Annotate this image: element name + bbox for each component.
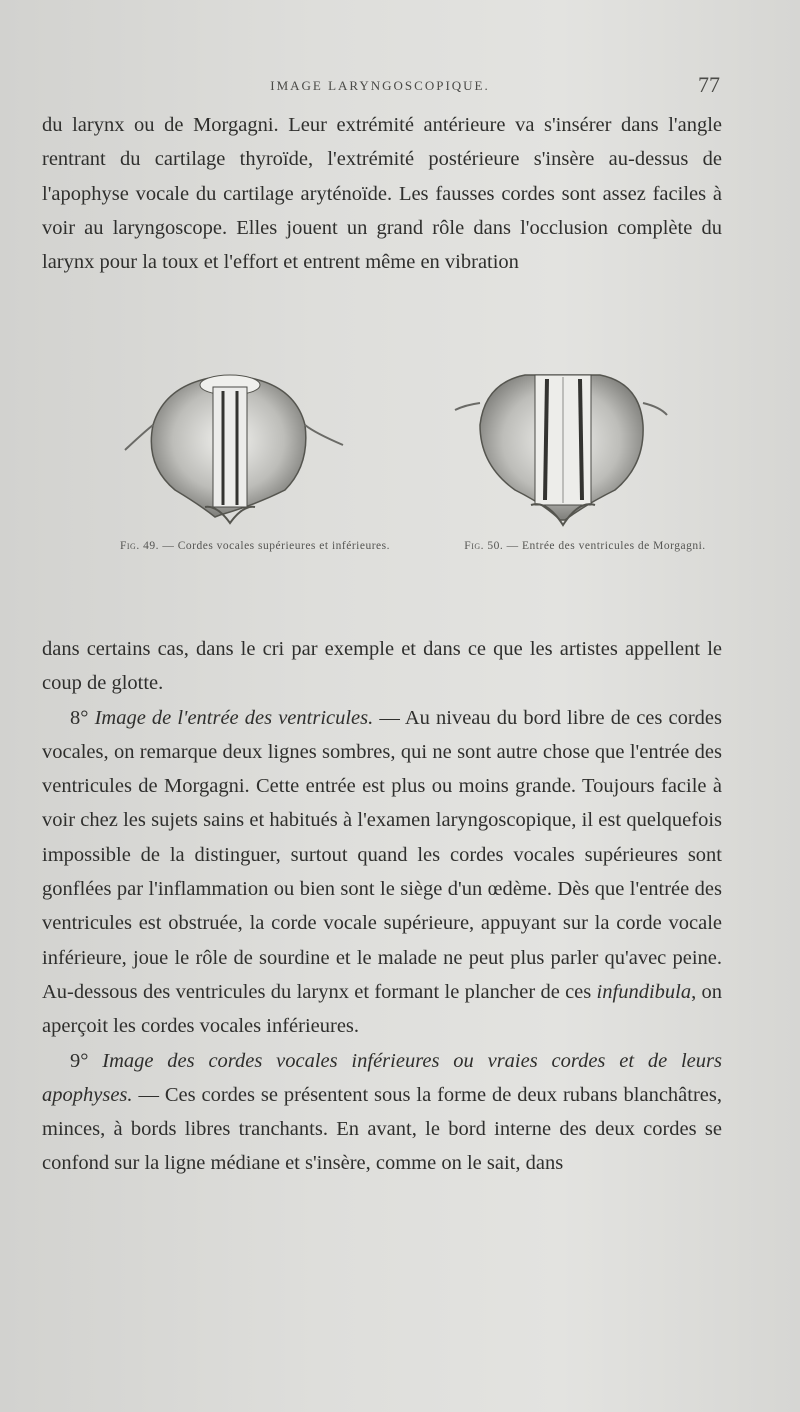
paragraph-coup-de-glotte: dans certains cas, dans le cri par exemple et dans ce que les artistes appellent le coup de glotte. xyxy=(42,638,722,695)
figure-49-text: — Cordes vocales supérieures et inférieures. xyxy=(162,540,390,552)
paragraph-section-8 xyxy=(42,701,722,1044)
section-8-italic-term: infundibula xyxy=(596,980,692,1003)
section-8-text: — Au niveau du bord libre de ces cordes vocales, on remarque deux lignes sombres, qui ne sont autre chose que l'entrée des ventricules de Morgagni. Cette entrée est plus ou moins grande. Toujours facile à voir chez les sujets sains et habitués à l'examen laryngoscopique, il est quelquefois impossible de la distinguer, surtout quand les cordes vocales supérieures sont gonflées par l'inflammation ou bien sont le siège d'un œdème. Dès que l'entrée des ventricules est obstruée, la corde vocale supérieure, appuyant sur la corde vocale inférieure, joue le rôle de sourdine et le malade ne peut plus parler qu'avec peine. Au-dessous des ventricules du larynx et formant le plancher de ces xyxy=(42,706,722,1003)
figure-50-caption xyxy=(435,539,735,554)
figure-50-label: Fig. 50. xyxy=(464,540,504,552)
paragraph-section-9 xyxy=(42,1044,722,1181)
paragraph-continuation: du larynx ou de Morgagni. Leur extrémité antérieure va s'insérer dans l'angle rentrant du cartilage thyroïde, l'extrémité postérieure s'insère au-dessus de l'apophyse vocale du cartilage aryténoïde. Les fausses cordes sont assez faciles à voir au laryngoscope. Elles jouent un grand rôle dans l'occlusion complète du larynx pour la toux et l'effort et entrent même en vibration xyxy=(42,114,722,274)
larynx-illustration-fig49 xyxy=(105,355,405,535)
running-title: IMAGE LARYNGOSCOPIQUE. xyxy=(270,78,490,93)
section-9-text: — Ces cordes se présentent sous la forme de deux rubans blanchâtres, minces, à bords libres tranchants. En avant, le bord interne des deux cordes se confond sur la ligne médiane et s'insère, comme on le sait, dans xyxy=(42,1083,722,1175)
page-number: 77 xyxy=(698,72,720,97)
section-9-number: 9° xyxy=(70,1049,89,1072)
text-block-top xyxy=(42,108,722,279)
figure-row xyxy=(40,355,730,595)
figure-50-text: — Entrée des ventricules de Morgagni. xyxy=(506,540,706,552)
figure-49 xyxy=(105,355,405,554)
section-8-number: 8° xyxy=(70,706,89,729)
larynx-illustration-fig50 xyxy=(435,355,735,535)
text-block-bottom xyxy=(42,632,722,1181)
figure-50 xyxy=(435,355,735,554)
figure-49-label: Fig. 49. xyxy=(120,540,159,552)
section-8-title: Image de l'entrée des ventricules. xyxy=(94,706,374,729)
running-head xyxy=(40,72,720,102)
section-8-end: , on aperçoit les cordes vocales inférieures. xyxy=(42,980,723,1038)
figure-49-caption xyxy=(105,539,405,554)
section-9-title: Image des cordes vocales inférieures ou vraies cordes et de leurs apophyses. xyxy=(42,1049,722,1106)
